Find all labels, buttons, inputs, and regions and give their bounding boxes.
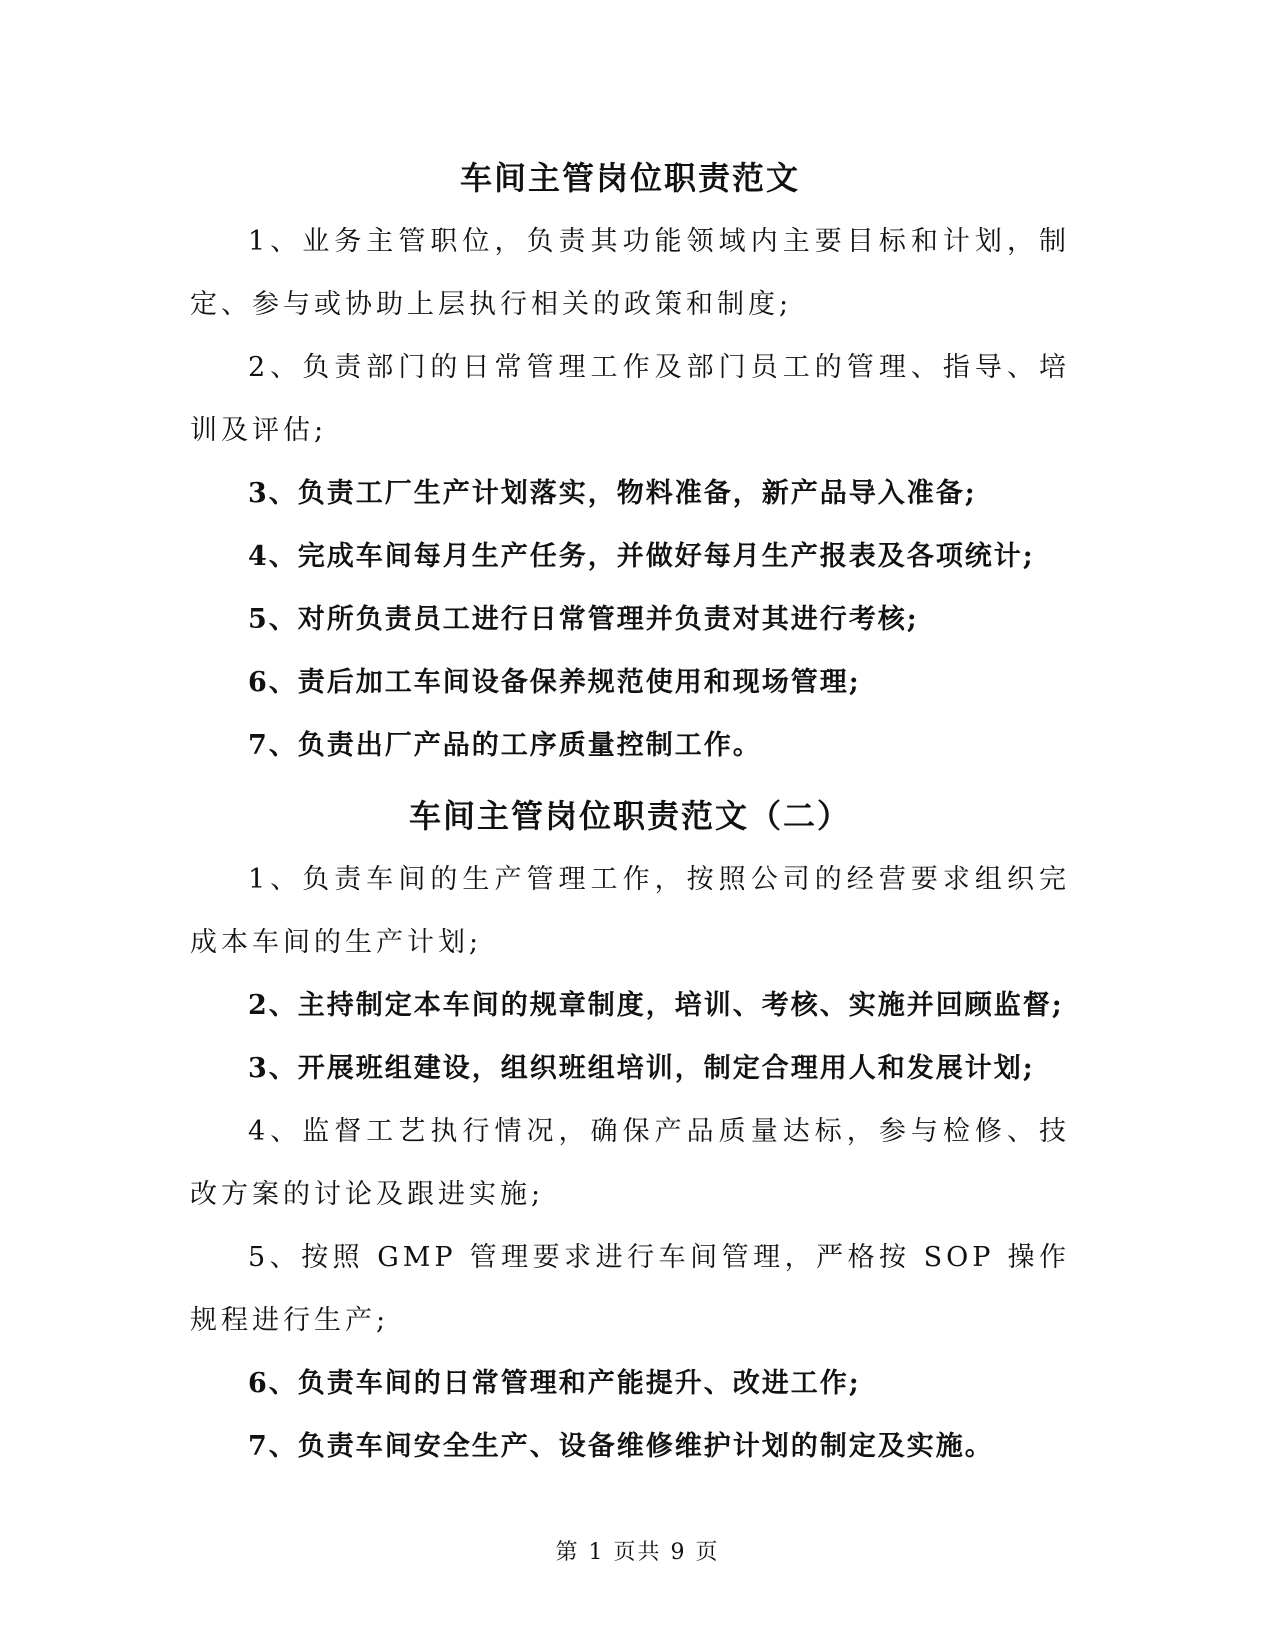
section-1-item-6: 6、责后加工车间设备保养规范使用和现场管理; [248,667,861,698]
section-1-item-5: 5、对所负责员工进行日常管理并负责对其进行考核; [248,604,919,635]
section-2-item-7: 7、负责车间安全生产、设备维修维护计划的制定及实施。 [248,1431,994,1462]
section-1-item-7: 7、负责出厂产品的工序质量控制工作。 [248,730,762,761]
section-2-item-1: 1、负责车间的生产管理工作，按照公司的经营要求组织完成本车间的生产计划; [190,864,1070,958]
section-1-title: 车间主管岗位职责范文 [459,159,800,197]
section-2-item-4: 4、监督工艺执行情况，确保产品质量达标，参与检修、技改方案的讨论及跟进实施; [190,1116,1070,1210]
section-2 [190,788,1070,1478]
section-1-item-4: 4、完成车间每月生产任务，并做好每月生产报表及各项统计; [248,541,1035,572]
section-1 [190,150,1070,777]
section-2-item-6: 6、负责车间的日常管理和产能提升、改进工作; [248,1368,861,1399]
section-1-item-1: 1、业务主管职位，负责其功能领域内主要目标和计划，制定、参与或协助上层执行相关的政策和制度; [190,226,1070,320]
section-2-item-2: 2、主持制定本车间的规章制度，培训、考核、实施并回顾监督; [248,990,1064,1021]
section-2-item-5: 5、按照 GMP 管理要求进行车间管理，严格按 SOP 操作规程进行生产; [190,1242,1070,1336]
section-1-item-3: 3、负责工厂生产计划落实，物料准备，新产品导入准备; [248,478,977,509]
page-footer: 第 1 页共 9 页 [555,1540,720,1565]
section-2-title: 车间主管岗位职责范文（二） [408,797,851,835]
section-1-item-2: 2、负责部门的日常管理工作及部门员工的管理、指导、培训及评估; [190,352,1070,446]
section-2-item-3: 3、开展班组建设，组织班组培训，制定合理用人和发展计划; [248,1053,1035,1084]
